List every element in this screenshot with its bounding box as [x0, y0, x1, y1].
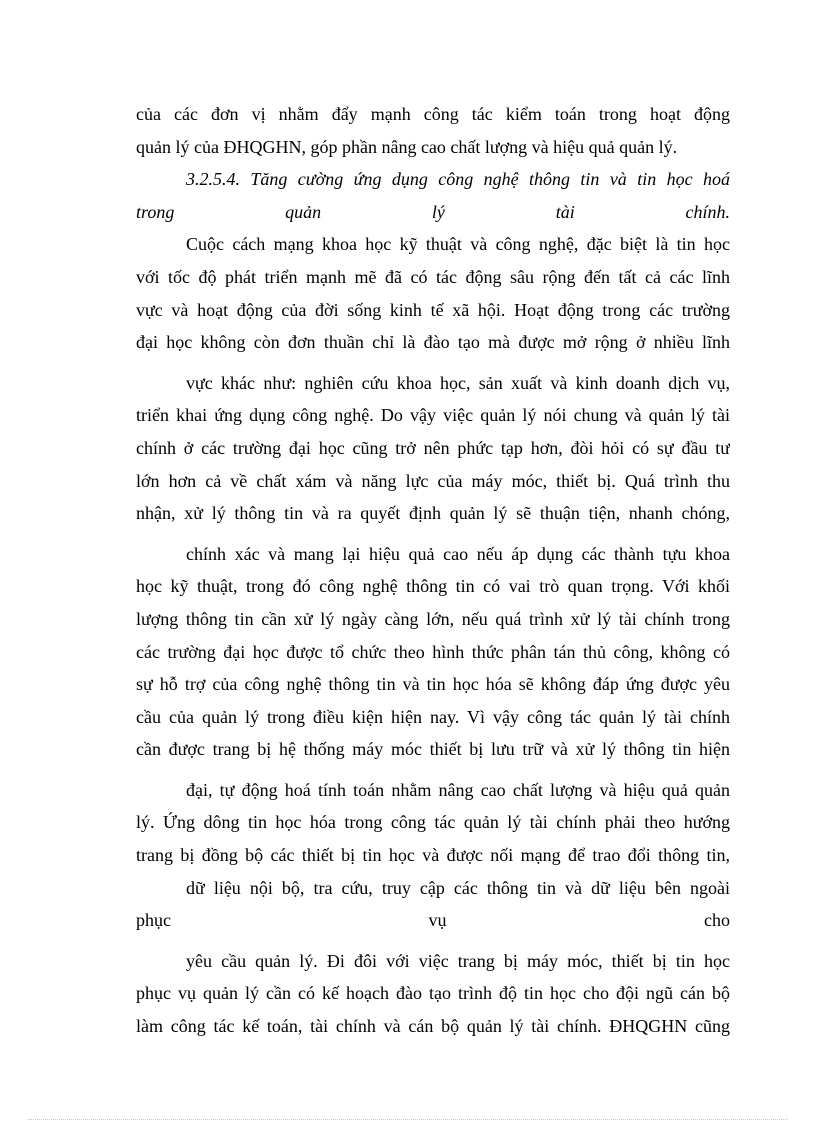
text-line: đại, tự động hoá tính toán nhằm nâng cao chất lượng và hiệu quả quản — [186, 779, 730, 800]
page-bottom-divider — [28, 1119, 788, 1120]
section-heading-continued: trong quản lý tài chính. — [136, 201, 730, 222]
text-line: chính xác và mang lại hiệu quả cao nếu áp dụng các thành tựu khoa — [186, 543, 730, 564]
text-line: lượng thông tin cần xử lý ngày càng lớn, nếu quá trình xử lý tài chính trong — [136, 608, 730, 629]
text-line: các trường đại học được tổ chức theo hình thức phân tán thủ công, không có — [136, 641, 730, 662]
section-heading: 3.2.5.4. Tăng cường ứng dụng công nghệ thông tin và tin học hoá — [186, 169, 730, 190]
text-line: quản lý của ĐHQGHN, góp phần nâng cao chất lượng và hiệu quả quản lý. — [136, 136, 678, 157]
text-line: làm công tác kế toán, tài chính và cán bộ quản lý tài chính. ĐHQGHN cũng — [136, 1016, 730, 1037]
text-line: của các đơn vị nhằm đẩy mạnh công tác kiểm toán trong hoạt động — [136, 104, 730, 124]
text-line: với tốc độ phát triển mạnh mẽ đã có tác động sâu rộng đến tất cả các lĩnh — [136, 266, 730, 287]
text-line: nhận, xử lý thông tin và ra quyết định quản lý sẽ thuận tiện, nhanh chóng, — [136, 503, 730, 524]
text-line: cầu của quản lý trong điều kiện hiện nay. Vì vậy công tác quản lý tài chính — [136, 706, 730, 727]
text-line: phục vụ quản lý cần có kế hoạch đào tạo trình độ tin học cho đội ngũ cán bộ — [136, 983, 730, 1004]
text-line: phục vụ cho — [136, 910, 730, 931]
text-line: lớn hơn cả về chất xám và năng lực của máy móc, thiết bị. Quá trình thu — [136, 470, 730, 491]
text-line: vực khác như: nghiên cứu khoa học, sản xuất và kinh doanh dịch vụ, — [186, 372, 730, 393]
text-line: lý. Ứng dông tin học hóa trong công tác quản lý tài chính phải theo hướng — [136, 812, 730, 833]
text-line: sự hỗ trợ của công nghệ thông tin và tin học hóa sẽ không đáp ứng được yêu — [136, 674, 730, 695]
text-line: vực và hoạt động của đời sống kinh tế xã hội. Hoạt động trong các trường — [136, 299, 730, 320]
text-line: Cuộc cách mạng khoa học kỹ thuật và công nghệ, đặc biệt là tin học — [186, 234, 730, 255]
body-text — [136, 98, 730, 1043]
text-line: yêu cầu quản lý. Đi đôi với việc trang bị máy móc, thiết bị tin học — [186, 950, 730, 971]
text-line: dữ liệu nội bộ, tra cứu, truy cập các thông tin và dữ liệu bên ngoài — [186, 877, 730, 898]
text-line: cần được trang bị hệ thống máy móc thiết bị lưu trữ và xử lý thông tin hiện — [136, 739, 730, 760]
text-line: đại học không còn đơn thuần chỉ là đào tạo mà được mở rộng ở nhiều lĩnh — [136, 332, 730, 353]
text-line: triển khai ứng dụng công nghệ. Do vậy việc quản lý nói chung và quản lý tài — [136, 405, 730, 426]
text-line: trang bị đồng bộ các thiết bị tin học và được nối mạng để trao đổi thông tin, — [136, 845, 730, 866]
text-line: chính ở các trường đại học cũng trở nên phức tạp hơn, đòi hỏi có sự đầu tư — [136, 437, 730, 458]
text-line: học kỹ thuật, trong đó công nghệ thông tin có vai trò quan trọng. Với khối — [136, 576, 730, 597]
